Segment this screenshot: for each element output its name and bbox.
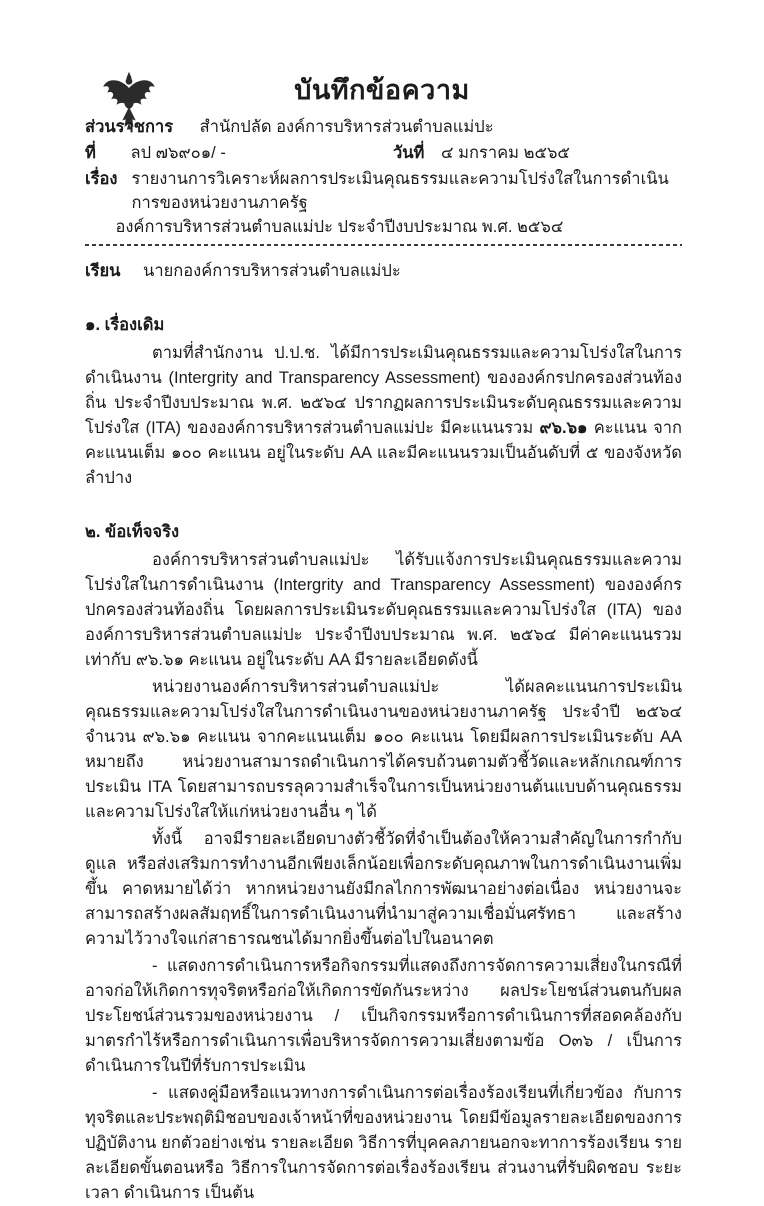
section-2-paragraph-1: องค์การบริหารส่วนตำบลแม่ปะ ได้รับแจ้งการประเมินคุณธรรมและความโปร่งใสในการดำเนินงาน (Intergrity and Transparency Assessment) ขององค์กรปกครองส่วนท้องถิ่น โดยผลการประเมินระดับคุณธรรมและความโปร่งใส (ITA) ขององค์การบริหารส่วนตำบลแม่ปะ ประจำปีงบประมาณ พ.ศ. ๒๕๖๔ มีค่าคะแนนรวมเท่ากับ ๙๖.๖๑ คะแนน อยู่ในระดับ AA มีรายละเอียดดังนี้ [85,551,682,669]
separator-dashed-line [85,243,682,246]
subject-line-2: องค์การบริหารส่วนตำบลแม่ปะ ประจำปีงบประมาณ พ.ศ. ๒๕๖๔ [115,218,564,236]
to-value: นายกองค์การบริหารส่วนตำบลแม่ปะ [143,262,401,280]
section-1-text-after-score: คะแนน จากคะแนนเต็ม ๑๐๐ คะแนน อยู่ในระดับ AA และมีคะแนนรวมเป็นอันดับที่ ๕ ของจังหวัดลำปาง [85,419,682,487]
doc-no-row [85,141,682,165]
agency-value: สำนักปลัด องค์การบริหารส่วนตำบลแม่ปะ [199,118,494,136]
section-2-paragraph-3: ทั้งนี้ อาจมีรายละเอียดบางตัวชี้วัดที่จำเป็นต้องให้ความสำคัญในการกำกับดูแล หรือส่งเสริมการทำงานอีกเพียงเล็กน้อยเพื่อกระดับคุณภาพในการดำเนินงานเพิ่มขึ้น คาดหมายได้ว่า หากหน่วยงานยังมีกลไกการพัฒนาอย่างต่อเนื่อง หน่วยงานจะสามารถสร้างผลสัมฤทธิ์ในการดำเนินงานที่นำมาสู่ความเชื่อมั่นศรัทธา และสร้างความไว้วางใจแก่สาธารณชนได้มากยิ่งขึ้นต่อไปในอนาคต [85,830,682,948]
doc-no-value: ลป ๗๖๙๐๑/ - [130,144,226,162]
section-1-paragraph [85,341,682,491]
subject-label: เรื่อง [85,170,118,188]
section-1-text-before-score: ตามที่สำนักงาน ป.ป.ช. ได้มีการประเมินคุณธรรมและความโปร่งใสในการดำเนินงาน (Intergrity and Transparency Assessment) ขององค์กรปกครองส่วนท้องถิ่น ประจำปีงบประมาณ พ.ศ. ๒๕๖๔ ปรากฏผลการประเมินระดับคุณธรรมและความโปร่งใส (ITA) ขององค์การบริหารส่วนตำบลแม่ปะ มีคะแนนรวม [85,344,682,437]
section-1-heading: ๑. เรื่องเดิม [85,316,165,334]
subject-line-1: รายงานการวิเคราะห์ผลการประเมินคุณธรรมและความโปร่งใสในการดำเนินการของหน่วยงานภาครัฐ [131,170,669,212]
section-2-bullet-1: - แสดงการดำเนินการหรือกิจกรรมที่แสดงถึงการจัดการความเสี่ยงในกรณีที่อาจก่อให้เกิดการทุจริตหรือก่อให้เกิดการขัดกันระหว่าง ผลประโยชน์ส่วนตนกับผลประโยชน์ส่วนรวมของหน่วยงาน / เป็นกิจกรรมหรือการดำเนินการที่สอดคล้องกับมาตรกำไร้หรือการดำเนินการเพื่อบริหารจัดการความเสี่ยงตามข้อ O๓๖ / เป็นการดำเนินการในปีที่รับการประเมิน [85,957,682,1075]
memo-title: บันทึกข้อความ [294,75,470,105]
subject-value [115,167,682,239]
to-label: เรียน [85,262,121,280]
doc-no-label: ที่ [85,144,96,162]
section-2-paragraph-2: หน่วยงานองค์การบริหารส่วนตำบลแม่ปะ ได้ผลคะแนนการประเมินคุณธรรมและความโปร่งใสในการดำเนินงานของหน่วยงานภาครัฐ ประจำปี ๒๕๖๔ จำนวน ๙๖.๖๑ คะแนน จากคะแนนเต็ม ๑๐๐ คะแนน โดยมีผลการประเมินระดับ AA หมายถึง หน่วยงานสามารถดำเนินการได้ครบถ้วนตามตัวชี้วัดและหลักเกณฑ์การประเมิน ITA โดยสามารถบรรลุความสำเร็จในการเป็นหน่วยงานต้นแบบด้านคุณธรรมและความโปร่งใสให้แก่หน่วยงานอื่น ๆ ได้ [85,678,682,821]
section-2-bullet-2: - แสดงคู่มือหรือแนวทางการดำเนินการต่อเรื่องร้องเรียนที่เกี่ยวข้อง กับการทุจริตและประพฤติมิชอบของเจ้าหน้าที่ของหน่วยงาน โดยมีข้อมูลรายละเอียดของการปฏิบัติงาน ยกตัวอย่างเช่น รายละเอียด วิธีการที่บุคคลภายนอกจะทาการร้องเรียน รายละเอียดขั้นตอนหรือ วิธีการในการจัดการต่อเรื่องร้องเรียน ส่วนงานที่รับผิดชอบ ระยะเวลา ดำเนินการ เป็นต้น [85,1084,682,1202]
to-row [85,259,682,284]
subject-row [85,167,682,239]
date-label: วันที่ [393,144,425,162]
date-group [393,141,570,165]
section-2-heading: ๒. ข้อเท็จจริง [85,523,180,541]
ita-total-score: ๙๖.๖๑ [539,419,588,437]
date-value: ๔ มกราคม ๒๕๖๕ [441,144,570,162]
agency-label: ส่วนราชการ [85,118,174,136]
agency-row [85,115,682,139]
